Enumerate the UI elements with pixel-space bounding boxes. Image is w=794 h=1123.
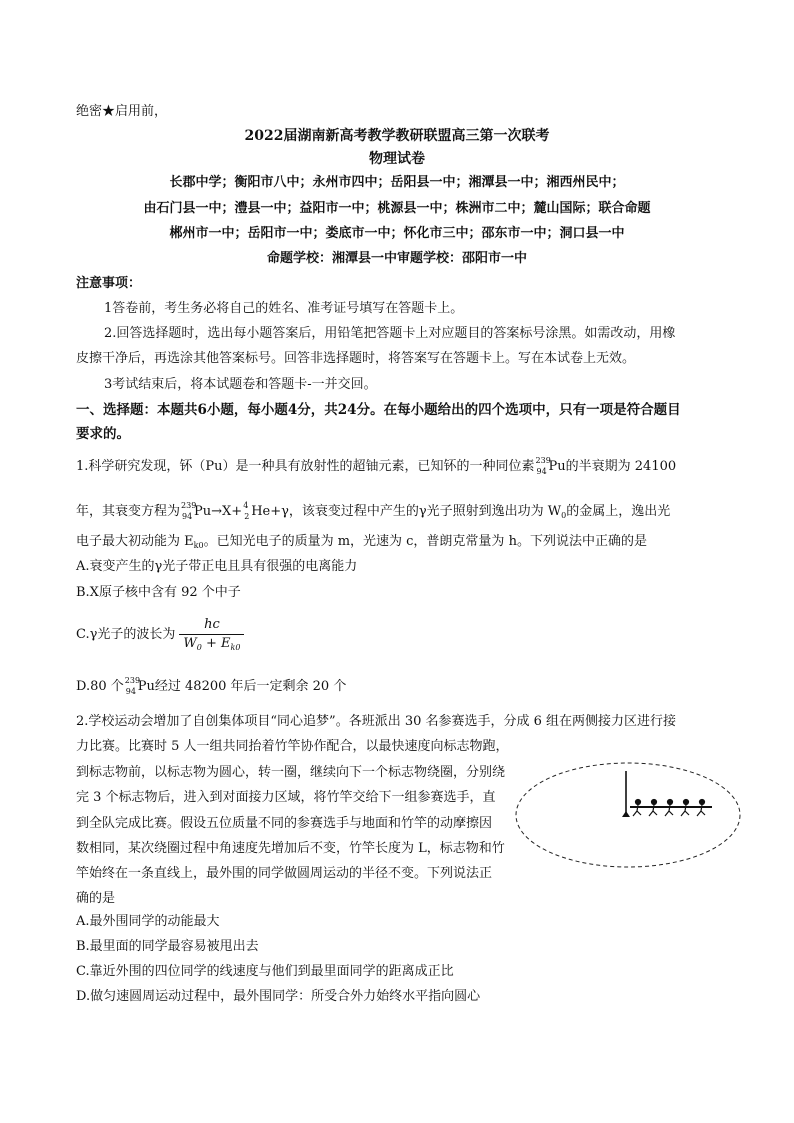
pu-isotope-notation: 239 94 — [181, 501, 197, 521]
section-heading-1: 一、选择题：本题共6小题，每小题4分，共24分。在每小题给出的四个选项中，只有一项是符合题目 — [76, 402, 681, 418]
q2-line-4: 完 3 个标志物后，进入到对面接力区域，将竹竿交给下一组参赛选手，直 — [76, 790, 496, 805]
q1-option-b: B.X原子核中含有 92 个中子 — [76, 585, 241, 600]
notice-item-1: 1答卷前，考生务必将自己的姓名、准考证号填写在答题卡上。 — [104, 301, 464, 316]
schools-line-3: 郴州市一中；岳阳市一中；娄底市一中；怀化市三中；邵东市一中；洞口县一中 — [169, 226, 625, 241]
q1-option-c: C.γ光子的波长为 $\frac{hc}{W_0 + E_{k0}}$ — [76, 615, 244, 657]
exam-title: 2022届湖南新高考教学教研联盟高三第一次联考 — [244, 128, 550, 144]
q2-option-c: C.靠近外围的四位同学的线速度与他们到最里面同学的距离成正比 — [76, 964, 454, 979]
section-heading-2: 要求的。 — [76, 426, 130, 442]
schools-line-2: 由石门县一中；澧县一中；益阳市一中；桃源县一中；株洲市二中；麓山国际；联合命题 — [143, 201, 651, 216]
q2-option-b: B.最里面的同学最容易被甩出去 — [76, 939, 259, 954]
q1-option-a: A.衰变产生的γ光子带正电且具有很强的电离能力 — [76, 559, 358, 574]
q2-line-6: 数相同，某次绕圈过程中角速度先增加后不变，竹竿长度为 L，标志物和竹 — [76, 841, 505, 856]
secret-label: 绝密★启用前， — [76, 104, 168, 119]
notice-item-2a: 2.回答选择题时，选出每小题答案后，用铅笔把答题卡上对应题目的答案标号涂黑。如需改动，用橡 — [104, 326, 676, 341]
q2-line-3: 到标志物前，以标志物为圆心，转一圈，继续向下一个标志物绕圈，分别绕 — [76, 765, 506, 780]
q2-figure — [512, 757, 744, 873]
wavelength-fraction: $\frac{hc}{W_0 + E_{k0}}$ — [179, 616, 244, 654]
marker-pole-icon — [622, 771, 630, 817]
q1-line-3: 电子最大初动能为 $E_{k0}$。已知光电子的质量为 m，光速为 c，普朗克常量为 h。下列说法中正确的是 — [76, 534, 647, 550]
notice-heading: 注意事项： — [76, 276, 142, 291]
q2-line-7: 竿始终在一条直线上，最外围的同学做圆周运动的半径不变。下列说法正 — [76, 866, 493, 881]
schools-line-4: 命题学校：湘潭县一中审题学校：邵阳市一中 — [266, 251, 527, 266]
q1-option-d: D.80 个 239 94 Pu经过 48200 年后一定剩余 20 个 — [76, 676, 347, 696]
q2-option-d: D.做匀速圆周运动过程中，最外围同学：所受合外力始终水平指向圆心 — [76, 989, 481, 1004]
exam-subtitle: 物理试卷 — [369, 151, 425, 167]
he-isotope-notation: 4 2 — [243, 501, 250, 521]
q1-line-2: 年，其衰变方程为 239 94 Pu→X+ 4 2 He+γ，该衰变过程中产生的γ光子照射到逸出功为 $W_0$的金属上，逸出光 — [76, 501, 671, 521]
pu-isotope-notation: 239 94 — [535, 456, 551, 476]
q2-option-a: A.最外围同学的动能最大 — [76, 914, 220, 929]
q2-line-2: 力比赛。比赛时 5 人一组共同抬着竹竿协作配合，以最快速度向标志物跑， — [76, 739, 509, 754]
q2-line-8: 确的是 — [76, 891, 116, 906]
notice-item-3: 3考试结束后，将本试题卷和答题卡-一并交回。 — [104, 377, 377, 392]
q1-line-1: 1.科学研究发现，钚（Pu）是一种具有放射性的超铀元素，已知钚的一种同位素 239 94 Pu的半衰期为 24100 — [76, 456, 677, 476]
notice-item-2b: 皮擦干净后，再选涂其他答案标号。回答非选择题时，将答案写在答题卡上。写在本试卷上无效。 — [76, 351, 636, 366]
q2-line-1: 2.学校运动会增加了自创集体项目“同心追梦”。各班派出 30 名参赛选手，分成 6 组在两侧接力区进行接 — [76, 714, 677, 729]
schools-line-1: 长郡中学；衡阳市八中；永州市四中；岳阳县一中；湘潭县一中；湘西州民中； — [169, 175, 625, 190]
pu-isotope-notation: 239 94 — [124, 676, 141, 696]
q2-line-5: 到全队完成比赛。假设五位质量不同的参赛选手与地面和竹竿的动摩擦因 — [76, 816, 493, 831]
